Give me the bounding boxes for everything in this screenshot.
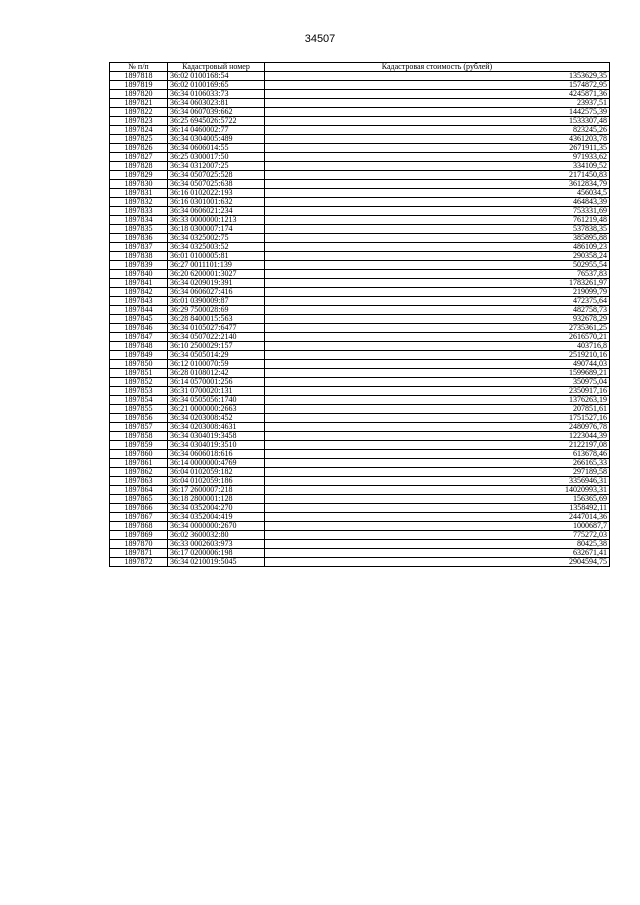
cadastral-number-cell: 36:17 0200006:198 [168, 549, 265, 558]
cadastral-number-cell: 36:04 0102059:186 [168, 477, 265, 486]
cadastral-number-cell: 36:01 0390009:87 [168, 297, 265, 306]
row-number-cell: 1897863 [110, 477, 168, 486]
cadastral-value-cell: 80425,38 [265, 540, 610, 549]
cadastral-value-cell: 482758,73 [265, 306, 610, 315]
row-number-cell: 1897869 [110, 531, 168, 540]
row-number-cell: 1897822 [110, 108, 168, 117]
cadastral-number-cell: 36:34 0352004:270 [168, 504, 265, 513]
row-number-cell: 1897835 [110, 225, 168, 234]
cadastral-number-cell: 36:28 8400015:563 [168, 315, 265, 324]
row-number-cell: 1897830 [110, 180, 168, 189]
table-row [110, 441, 610, 450]
row-number-cell: 1897859 [110, 441, 168, 450]
cadastral-value-cell: 775272,03 [265, 531, 610, 540]
table-row [110, 513, 610, 522]
cadastral-number-cell: 36:34 0505056:1740 [168, 396, 265, 405]
cadastral-value-cell: 2122197,08 [265, 441, 610, 450]
row-number-cell: 1897871 [110, 549, 168, 558]
table-row [110, 171, 610, 180]
row-number-cell: 1897850 [110, 360, 168, 369]
cadastral-number-cell: 36:14 0570001:256 [168, 378, 265, 387]
table-row [110, 360, 610, 369]
row-number-cell: 1897847 [110, 333, 168, 342]
row-number-cell: 1897821 [110, 99, 168, 108]
table-row [110, 324, 610, 333]
cadastral-value-cell: 632671,41 [265, 549, 610, 558]
table-row [110, 270, 610, 279]
cadastral-value-cell: 23937,51 [265, 99, 610, 108]
cadastral-number-cell: 36:01 0100005:81 [168, 252, 265, 261]
row-number-cell: 1897820 [110, 90, 168, 99]
table-row [110, 90, 610, 99]
table-row [110, 432, 610, 441]
table-row [110, 423, 610, 432]
cadastral-number-cell: 36:34 0312007:25 [168, 162, 265, 171]
cadastral-number-cell: 36:34 0203008:452 [168, 414, 265, 423]
row-number-cell: 1897849 [110, 351, 168, 360]
header-row-number: № п/п [110, 63, 168, 72]
cadastral-value-cell: 1599689,21 [265, 369, 610, 378]
table-row [110, 486, 610, 495]
cadastral-value-cell: 2735361,25 [265, 324, 610, 333]
cadastral-value-cell: 613678,46 [265, 450, 610, 459]
cadastral-value-cell: 753331,69 [265, 207, 610, 216]
table-row [110, 306, 610, 315]
cadastral-number-cell: 36:33 0000000:1213 [168, 216, 265, 225]
table-row [110, 252, 610, 261]
cadastral-value-cell: 490744,03 [265, 360, 610, 369]
cadastral-value-cell: 2480976,78 [265, 423, 610, 432]
cadastral-value-cell: 76537,83 [265, 270, 610, 279]
cadastral-number-cell: 36:34 0209019:391 [168, 279, 265, 288]
table-row [110, 243, 610, 252]
cadastral-value-cell: 3612834,79 [265, 180, 610, 189]
cadastral-value-cell: 502955,54 [265, 261, 610, 270]
row-number-cell: 1897837 [110, 243, 168, 252]
row-number-cell: 1897861 [110, 459, 168, 468]
table-row [110, 288, 610, 297]
cadastral-number-cell: 36:34 0607039:662 [168, 108, 265, 117]
row-number-cell: 1897858 [110, 432, 168, 441]
cadastral-number-cell: 36:10 2500029:157 [168, 342, 265, 351]
table-row [110, 558, 610, 567]
cadastral-number-cell: 36:34 0603023:81 [168, 99, 265, 108]
table-row [110, 468, 610, 477]
row-number-cell: 1897853 [110, 387, 168, 396]
row-number-cell: 1897870 [110, 540, 168, 549]
table-row [110, 351, 610, 360]
table-row [110, 522, 610, 531]
cadastral-value-cell: 2671911,35 [265, 144, 610, 153]
row-number-cell: 1897862 [110, 468, 168, 477]
row-number-cell: 1897854 [110, 396, 168, 405]
row-number-cell: 1897860 [110, 450, 168, 459]
row-number-cell: 1897856 [110, 414, 168, 423]
table-row [110, 414, 610, 423]
cadastral-value-cell: 1223044,39 [265, 432, 610, 441]
table-row [110, 117, 610, 126]
cadastral-number-cell: 36:14 0460002:77 [168, 126, 265, 135]
row-number-cell: 1897846 [110, 324, 168, 333]
cadastral-value-cell: 2447014,36 [265, 513, 610, 522]
table-row [110, 477, 610, 486]
table-row [110, 225, 610, 234]
cadastral-number-cell: 36:29 7500028:69 [168, 306, 265, 315]
table-row [110, 126, 610, 135]
row-number-cell: 1897841 [110, 279, 168, 288]
header-cadastral-value: Кадастровая стоимость (рублей) [265, 63, 610, 72]
cadastral-value-cell: 2171450,83 [265, 171, 610, 180]
cadastral-number-cell: 36:25 6945026:5722 [168, 117, 265, 126]
row-number-cell: 1897872 [110, 558, 168, 567]
row-number-cell: 1897840 [110, 270, 168, 279]
table-row [110, 540, 610, 549]
cadastral-value-cell: 1000687,7 [265, 522, 610, 531]
row-number-cell: 1897823 [110, 117, 168, 126]
cadastral-value-cell: 1358492,11 [265, 504, 610, 513]
cadastral-value-cell: 207851,61 [265, 405, 610, 414]
cadastral-number-cell: 36:18 0300007:174 [168, 225, 265, 234]
row-number-cell: 1897855 [110, 405, 168, 414]
cadastral-number-cell: 36:18 2800001:128 [168, 495, 265, 504]
cadastral-value-cell: 4361203,78 [265, 135, 610, 144]
row-number-cell: 1897843 [110, 297, 168, 306]
row-number-cell: 1897868 [110, 522, 168, 531]
row-number-cell: 1897865 [110, 495, 168, 504]
cadastral-value-cell: 2519210,16 [265, 351, 610, 360]
row-number-cell: 1897852 [110, 378, 168, 387]
cadastral-value-cell: 761219,48 [265, 216, 610, 225]
cadastral-number-cell: 36:04 0102059:182 [168, 468, 265, 477]
row-number-cell: 1897826 [110, 144, 168, 153]
cadastral-number-cell: 36:34 0507022:2140 [168, 333, 265, 342]
cadastral-value-cell: 4245871,36 [265, 90, 610, 99]
cadastral-value-cell: 1783261,97 [265, 279, 610, 288]
cadastral-value-cell: 464843,39 [265, 198, 610, 207]
row-number-cell: 1897839 [110, 261, 168, 270]
page-number: 34507 [304, 33, 336, 45]
cadastral-number-cell: 36:34 0507025:528 [168, 171, 265, 180]
row-number-cell: 1897857 [110, 423, 168, 432]
cadastral-value-cell: 385895,88 [265, 234, 610, 243]
row-number-cell: 1897819 [110, 81, 168, 90]
cadastral-number-cell: 36:12 0100070:59 [168, 360, 265, 369]
cadastral-value-cell: 266165,33 [265, 459, 610, 468]
cadastral-number-cell: 36:34 0606021:234 [168, 207, 265, 216]
row-number-cell: 1897844 [110, 306, 168, 315]
cadastral-number-cell: 36:21 0000000:2663 [168, 405, 265, 414]
cadastral-number-cell: 36:31 0700020:131 [168, 387, 265, 396]
table-row [110, 405, 610, 414]
table-row [110, 216, 610, 225]
cadastral-value-cell: 1353629,35 [265, 72, 610, 81]
cadastral-value-cell: 1574872,95 [265, 81, 610, 90]
cadastral-value-cell: 456034,5 [265, 189, 610, 198]
cadastral-number-cell: 36:02 0100168:54 [168, 72, 265, 81]
cadastral-number-cell: 36:02 3600032:80 [168, 531, 265, 540]
table-row [110, 369, 610, 378]
row-number-cell: 1897864 [110, 486, 168, 495]
row-number-cell: 1897838 [110, 252, 168, 261]
cadastral-number-cell: 36:34 0210019:5045 [168, 558, 265, 567]
cadastral-value-cell: 334109,52 [265, 162, 610, 171]
cadastral-value-cell: 472375,64 [265, 297, 610, 306]
row-number-cell: 1897832 [110, 198, 168, 207]
table-row [110, 387, 610, 396]
row-number-cell: 1897867 [110, 513, 168, 522]
cadastral-value-cell: 2350917,16 [265, 387, 610, 396]
cadastral-number-cell: 36:34 0203008:4631 [168, 423, 265, 432]
cadastral-value-cell: 2616570,21 [265, 333, 610, 342]
cadastral-value-cell: 537838,35 [265, 225, 610, 234]
table-row [110, 135, 610, 144]
cadastral-number-cell: 36:14 0000000:4769 [168, 459, 265, 468]
table-row [110, 279, 610, 288]
row-number-cell: 1897827 [110, 153, 168, 162]
table-row [110, 189, 610, 198]
cadastral-value-cell: 350975,04 [265, 378, 610, 387]
cadastral-number-cell: 36:34 0304019:3458 [168, 432, 265, 441]
row-number-cell: 1897831 [110, 189, 168, 198]
cadastral-value-cell: 1533307,48 [265, 117, 610, 126]
table-row [110, 450, 610, 459]
table-row [110, 261, 610, 270]
cadastral-number-cell: 36:16 0102022:193 [168, 189, 265, 198]
cadastral-number-cell: 36:34 0325003:52 [168, 243, 265, 252]
cadastral-number-cell: 36:34 0606027:416 [168, 288, 265, 297]
table-row [110, 180, 610, 189]
table-row [110, 495, 610, 504]
row-number-cell: 1897842 [110, 288, 168, 297]
cadastral-value-cell: 290358,24 [265, 252, 610, 261]
cadastral-value-cell: 486109,23 [265, 243, 610, 252]
cadastral-value-cell: 2904594,75 [265, 558, 610, 567]
row-number-cell: 1897818 [110, 72, 168, 81]
table-row [110, 81, 610, 90]
cadastral-number-cell: 36:34 0505014:29 [168, 351, 265, 360]
row-number-cell: 1897828 [110, 162, 168, 171]
row-number-cell: 1897851 [110, 369, 168, 378]
cadastral-number-cell: 36:34 0304019:3510 [168, 441, 265, 450]
table-row [110, 198, 610, 207]
table-row [110, 342, 610, 351]
row-number-cell: 1897824 [110, 126, 168, 135]
table-row [110, 234, 610, 243]
table-row [110, 315, 610, 324]
cadastral-value-cell: 403716,8 [265, 342, 610, 351]
cadastral-number-cell: 36:34 0325002:75 [168, 234, 265, 243]
table-body [110, 72, 610, 567]
table-row [110, 153, 610, 162]
cadastral-value-cell: 1751527,16 [265, 414, 610, 423]
table-row [110, 99, 610, 108]
cadastral-value-cell: 1376263,19 [265, 396, 610, 405]
row-number-cell: 1897825 [110, 135, 168, 144]
cadastral-number-cell: 36:34 0105027:6477 [168, 324, 265, 333]
table-row [110, 297, 610, 306]
table-row [110, 333, 610, 342]
table-row [110, 378, 610, 387]
cadastral-number-cell: 36:34 0000000:2670 [168, 522, 265, 531]
row-number-cell: 1897834 [110, 216, 168, 225]
cadastral-number-cell: 36:34 0507025:638 [168, 180, 265, 189]
cadastral-value-cell: 3356946,31 [265, 477, 610, 486]
table-row [110, 144, 610, 153]
cadastral-number-cell: 36:02 0100169:65 [168, 81, 265, 90]
cadastral-value-cell: 823245,26 [265, 126, 610, 135]
table-row [110, 162, 610, 171]
table-row [110, 207, 610, 216]
cadastral-number-cell: 36:34 0606018:616 [168, 450, 265, 459]
cadastral-number-cell: 36:28 0108012:42 [168, 369, 265, 378]
cadastral-value-cell: 1442575,39 [265, 108, 610, 117]
cadastral-number-cell: 36:20 6200001:3027 [168, 270, 265, 279]
cadastral-number-cell: 36:25 0300017:50 [168, 153, 265, 162]
cadastral-number-cell: 36:34 0106033:73 [168, 90, 265, 99]
table-row [110, 72, 610, 81]
cadastral-value-cell: 297189,58 [265, 468, 610, 477]
table-row [110, 108, 610, 117]
cadastral-number-cell: 36:16 0301001:632 [168, 198, 265, 207]
cadastral-value-cell: 14020993,31 [265, 486, 610, 495]
row-number-cell: 1897833 [110, 207, 168, 216]
table-row [110, 459, 610, 468]
table-row [110, 549, 610, 558]
table-row [110, 531, 610, 540]
cadastral-value-cell: 971933,62 [265, 153, 610, 162]
table-header-row [110, 63, 610, 72]
header-cadastral-number: Кадастровый номер [168, 63, 265, 72]
cadastral-number-cell: 36:34 0606014:55 [168, 144, 265, 153]
cadastral-value-cell: 219099,79 [265, 288, 610, 297]
row-number-cell: 1897845 [110, 315, 168, 324]
cadastral-number-cell: 36:33 0002603:973 [168, 540, 265, 549]
row-number-cell: 1897848 [110, 342, 168, 351]
table-row [110, 396, 610, 405]
cadastral-value-cell: 156365,69 [265, 495, 610, 504]
row-number-cell: 1897866 [110, 504, 168, 513]
cadastral-value-cell: 932678,29 [265, 315, 610, 324]
cadastral-number-cell: 36:34 0304005:489 [168, 135, 265, 144]
row-number-cell: 1897829 [110, 171, 168, 180]
cadastral-number-cell: 36:17 2600007:218 [168, 486, 265, 495]
row-number-cell: 1897836 [110, 234, 168, 243]
cadastral-number-cell: 36:34 0352004:419 [168, 513, 265, 522]
cadastral-number-cell: 36:27 0011101:139 [168, 261, 265, 270]
table-row [110, 504, 610, 513]
cadastral-value-table [109, 62, 610, 567]
